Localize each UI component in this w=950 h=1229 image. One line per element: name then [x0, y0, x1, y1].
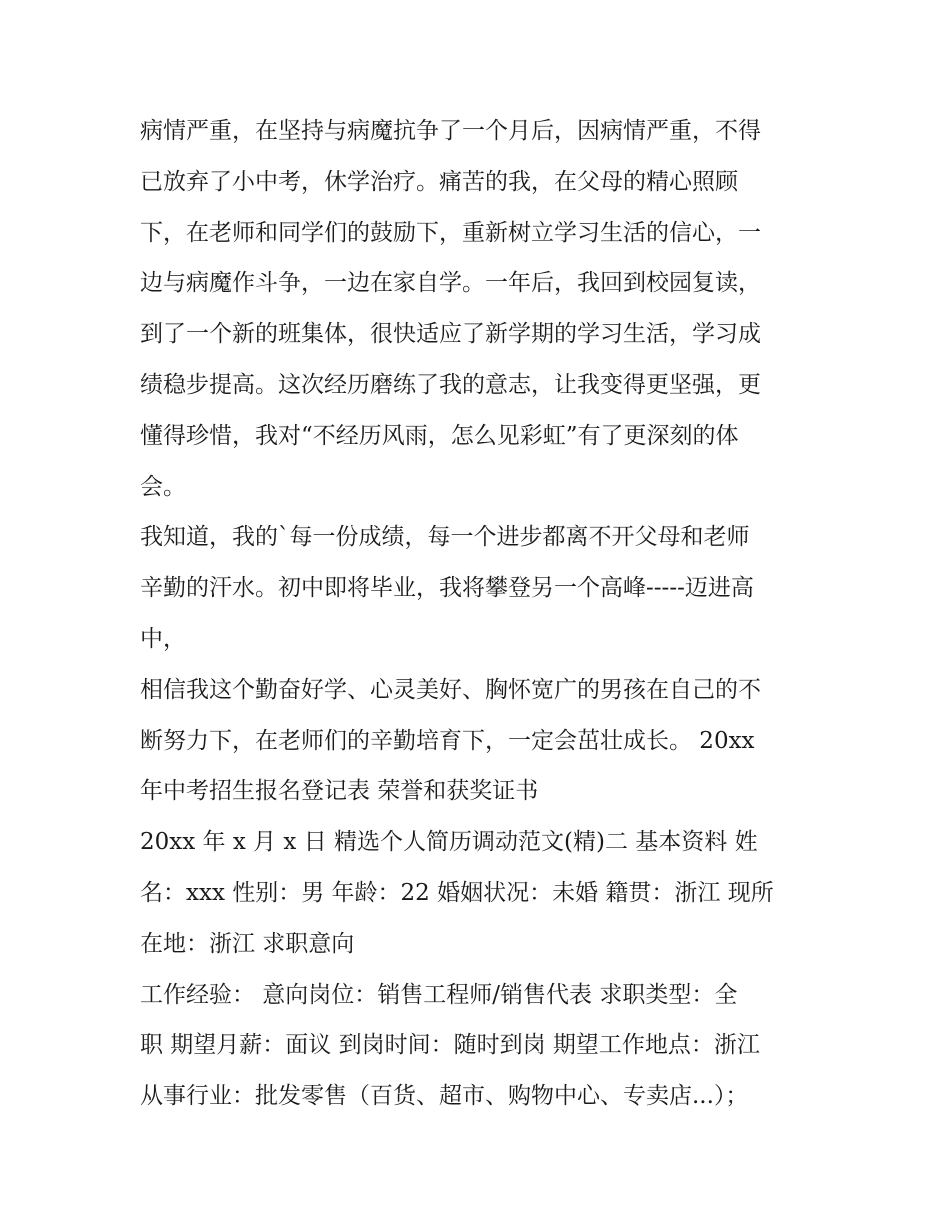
text-line: 从事行业：批发零售（百货、超市、购物中心、专卖店...）； [140, 1083, 749, 1110]
text-line: 断努力下，在老师们的辛勤培育下，一定会茁壮成长。 20xx [140, 727, 755, 754]
document-body [140, 106, 820, 1122]
text-line: 中， [140, 625, 186, 652]
text-line: 辛勤的汗水。初中即将毕业，我将攀登另一个高峰-----迈进高 [140, 575, 754, 602]
text-line: 下，在老师和同学们的鼓励下，重新树立学习生活的信心，一 [140, 219, 761, 246]
text-line: 年中考招生报名登记表 荣誉和获奖证书 [140, 778, 539, 805]
text-line: 工作经验： 意向岗位：销售工程师/销售代表 求职类型：全 [140, 981, 738, 1008]
text-line: 边与病魔作斗争，一边在家自学。一年后，我回到校园复读， [140, 270, 761, 297]
text-line: 职 期望月薪：面议 到岗时间：随时到岗 期望工作地点：浙江 [140, 1032, 760, 1059]
text-line: 在地：浙江 求职意向 [140, 930, 355, 957]
text-line: 病情严重，在坚持与病魔抗争了一个月后，因病情严重，不得 [140, 118, 761, 144]
text-line: 绩稳步提高。这次经历磨练了我的意志，让我变得更坚强，更 [140, 371, 761, 398]
text-line: 名：xxx 性别：男 年龄：22 婚姻状况：未婚 籍贯：浙江 现所 [140, 879, 774, 906]
text-line: 20xx 年 x 月 x 日 精选个人简历调动范文(精)二 基本资料 姓 [140, 829, 758, 856]
text-line: 到了一个新的班集体，很快适应了新学期的学习生活，学习成 [140, 321, 761, 348]
text-line: 相信我这个勤奋好学、心灵美好、胸怀宽广的男孩在自己的不 [140, 676, 761, 703]
text-line: 我知道，我的`每一份成绩，每一个进步都离不开父母和老师 [140, 524, 750, 551]
text-line: 会。 [140, 473, 186, 500]
text-line: 懂得珍惜，我对“不经历风雨，怎么见彩虹”有了更深刻的体 [140, 422, 739, 449]
text-line: 已放弃了小中考，休学治疗。痛苦的我，在父母的精心照顾 [140, 168, 738, 195]
